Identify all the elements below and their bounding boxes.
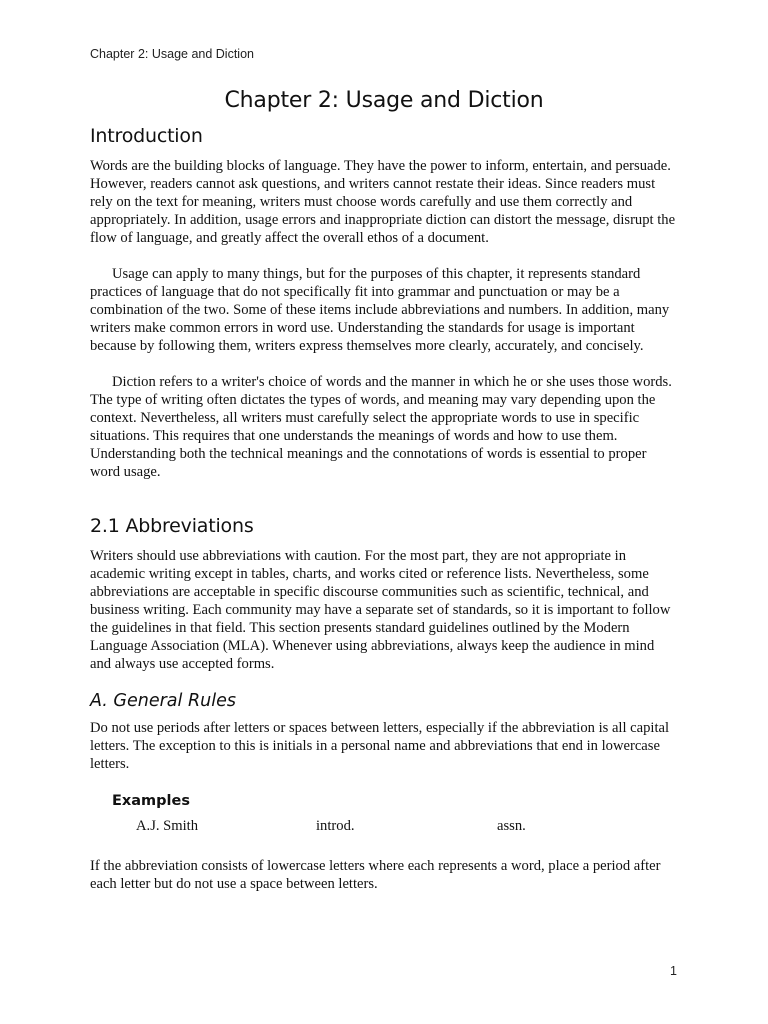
general-rules-heading: A. General Rules (90, 691, 236, 711)
running-header: Chapter 2: Usage and Diction (90, 47, 254, 61)
closing-paragraph: If the abbreviation consists of lowercase letters where each represents a word, place a period after each letter but do not use a space between letters. (90, 858, 661, 892)
example-item: introd. (316, 818, 355, 834)
general-rules-paragraph: Do not use periods after letters or spaces between letters, especially if the abbreviation is all capital letters. The exception to this is initials in a personal name and abbreviations that end in lowercase letters. (90, 720, 670, 772)
intro-paragraph-1: Words are the building blocks of language. They have the power to inform, entertain, and persuade. However, readers cannot ask questions, and writers cannot restate their ideas. Since readers must rely on the text for meaning, writers must choose words carefully and use them correctly and appropriately. In addition, usage errors and inappropriate diction can distort the message, disrupt the flow of language, and greatly affect the overall ethos of a document. (90, 158, 676, 246)
abbreviations-heading: 2.1 Abbreviations (90, 515, 254, 537)
examples-heading: Examples (112, 793, 190, 809)
example-item: A.J. Smith (136, 818, 199, 834)
chapter-title: Chapter 2: Usage and Diction (224, 88, 544, 113)
examples-row (136, 817, 678, 835)
intro-paragraph-3: Diction refers to a writer's choice of words and the manner in which he or she uses those words. The type of writing often dictates the types of words, and meaning may vary depending upon the context. Nevertheless, all writers must carefully select the appropriate words to use in specific situations. This requires that one understands the meanings of words and how to use them. Understanding both the technical meanings and the connotations of words is essential to proper word usage. (90, 374, 672, 480)
page-number: 1 (670, 964, 677, 978)
introduction-heading: Introduction (90, 125, 203, 147)
abbreviations-paragraph: Writers should use abbreviations with caution. For the most part, they are not appropriate in academic writing except in tables, charts, and works cited or reference lists. Nevertheless, some abbreviations are acceptable in specific discourse communities such as scientific, technical, and business writing. Each community may have a separate set of standards, so it is important to follow the guidelines in that field. This section presents standard guidelines outlined by the Modern Language Association (MLA). Whenever using abbreviations, always keep the audience in mind and always use accepted forms. (90, 548, 671, 672)
page-content (90, 88, 678, 911)
example-item: assn. (497, 818, 526, 834)
intro-paragraph-2: Usage can apply to many things, but for the purposes of this chapter, it represents standard practices of language that do not specifically fit into grammar and punctuation or may be a combination of the two. Some of these items include abbreviations and numbers. In addition, many writers make common errors in word use. Understanding the standards for usage is important because by following them, writers express themselves more clearly, accurately, and concisely. (90, 266, 670, 354)
